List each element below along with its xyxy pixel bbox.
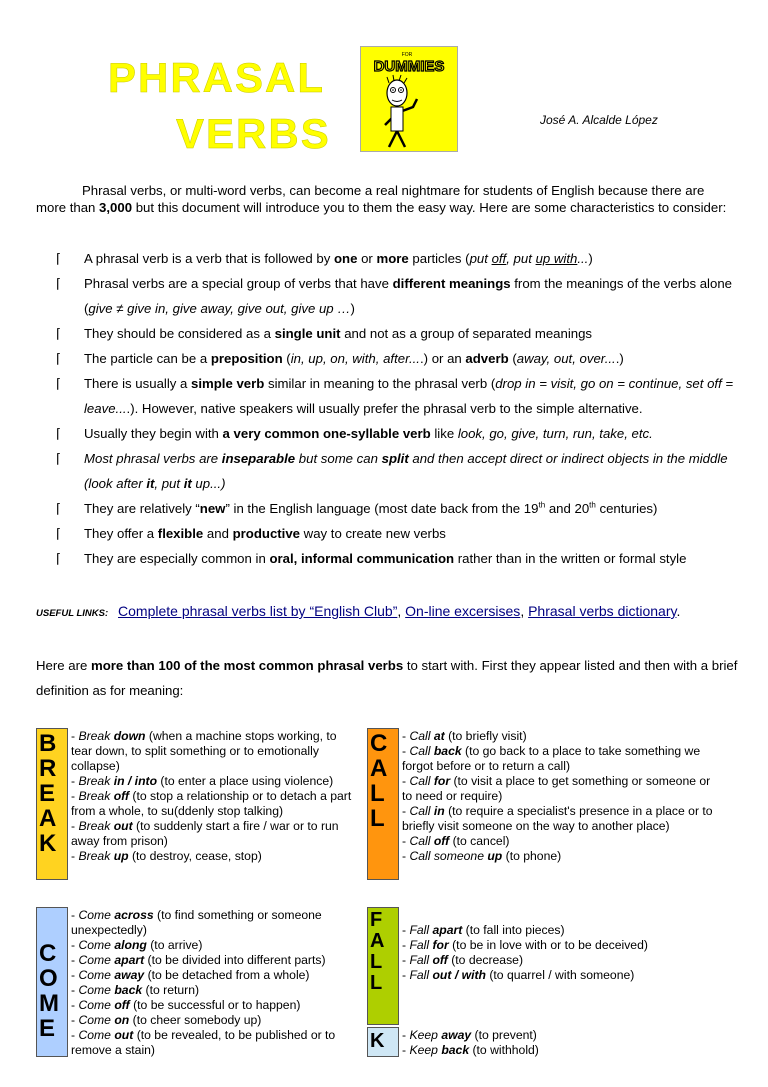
text-run: (to visit a place to get something or someone or [450, 774, 711, 788]
list-item [56, 346, 746, 371]
text-run: - [71, 1028, 79, 1042]
definition-line [71, 923, 381, 938]
text-run: .) or an [419, 351, 466, 366]
definition-line [71, 819, 381, 834]
text-run: off [433, 834, 450, 848]
verb-letter: O [39, 965, 58, 992]
text-run: (to decrease) [447, 953, 524, 967]
text-run: Come [78, 983, 115, 997]
text-run: remove a stain) [71, 1043, 155, 1057]
text-run: for [433, 774, 451, 788]
text-run: - [402, 1028, 410, 1042]
text-run: - [71, 983, 79, 997]
verb-letter: E [39, 1015, 56, 1042]
useful-links-label: USEFUL LINKS: [36, 608, 109, 619]
text-run: away, out, over... [516, 351, 616, 366]
definition-line [402, 834, 762, 849]
text-run: similar in meaning to the phrasal verb ( [264, 376, 496, 391]
text-run: , put [154, 476, 184, 491]
table-break [36, 728, 381, 880]
text-run: adverb [465, 351, 509, 366]
definition-line [71, 804, 381, 819]
table-keep [367, 1027, 762, 1058]
text-run: off [114, 998, 130, 1012]
text-run: Break [78, 774, 114, 788]
intro-paragraph [36, 182, 736, 216]
text-run: Keep [409, 1043, 442, 1057]
text-run: - [402, 849, 410, 863]
text-run: - [71, 968, 79, 982]
list-item [56, 496, 746, 521]
verb-letter: K [370, 1030, 385, 1052]
link-phrasal-dictionary[interactable]: Phrasal verbs dictionary [528, 603, 677, 619]
bullet-marker-icon: ⌈ [56, 326, 62, 341]
text-run: (to return) [142, 983, 200, 997]
text-run: but some can [295, 451, 382, 466]
text-run: drop in = visit, go on = continue, set off = leave... [84, 376, 734, 416]
definition-line [71, 834, 381, 849]
definition-line [402, 1043, 762, 1058]
bullet-marker-icon: ⌈ [56, 501, 62, 516]
text-run: (to cheer somebody up) [129, 1013, 262, 1027]
text-run: inseparable [221, 451, 296, 466]
letters-call [367, 728, 399, 880]
text-run: and not as a group of separated meanings [340, 326, 593, 341]
text-run: (to briefly visit) [444, 729, 527, 743]
verb-letter: C [370, 730, 388, 757]
definition-line [71, 1028, 381, 1043]
text-run: and 20 [545, 501, 590, 516]
text-run: more [376, 251, 409, 266]
text-run: to need or require) [402, 789, 503, 803]
text-run: give ≠ give in, give away, give out, give up … [88, 301, 351, 316]
text-run: , put [506, 251, 536, 266]
book-top-text: FOR [401, 52, 413, 58]
text-run: ... [577, 251, 589, 266]
definition-line [71, 729, 381, 744]
verb-letter: E [39, 780, 56, 807]
text-run: They should be considered as a [84, 326, 275, 341]
text-run: single unit [274, 326, 341, 341]
text-run: - [71, 774, 79, 788]
text-run: Come [78, 908, 115, 922]
letters-keep [367, 1027, 399, 1057]
definition-line [71, 789, 381, 804]
text-run: across [114, 908, 154, 922]
list-item [56, 246, 746, 271]
definition-line [71, 1043, 381, 1058]
definition-line [402, 789, 762, 804]
defs-fall [399, 907, 762, 1025]
text-run: The particle can be a [84, 351, 211, 366]
text-run: (to cancel) [449, 834, 510, 848]
text-run: - [71, 819, 79, 833]
text-run: put [469, 251, 492, 266]
text-run: away [441, 1028, 472, 1042]
link-english-club[interactable]: Complete phrasal verbs list by “English Club” [118, 603, 398, 619]
text-run: in [433, 804, 445, 818]
list-item [56, 321, 746, 346]
text-run: Call someone [409, 849, 488, 863]
useful-links [36, 603, 766, 619]
verb-letter: L [370, 972, 383, 994]
text-run: (to go back to a place to take something we [461, 744, 701, 758]
text-run: Fall [409, 938, 433, 952]
text-run: . [126, 401, 131, 416]
text-run: - [402, 938, 410, 952]
text-run: - [71, 998, 79, 1012]
text-run: Keep [409, 1028, 442, 1042]
text-run: Come [78, 968, 115, 982]
bullet-marker-icon: ⌈ [56, 426, 62, 441]
text-run: th [538, 500, 546, 510]
definition-line [71, 968, 381, 983]
text-run: (to enter a place using violence) [157, 774, 334, 788]
list-item [56, 446, 746, 496]
letters-break [36, 728, 68, 880]
text-run: flexible [157, 526, 204, 541]
text-run: ” in the English language (most date back from the 19 [225, 501, 539, 516]
link-end-period: . [676, 603, 681, 619]
definition-line [71, 953, 381, 968]
text-run: particles ( [408, 251, 470, 266]
text-run: - [71, 789, 79, 803]
text-run: - [402, 774, 410, 788]
text-run: split [381, 451, 409, 466]
definition-line [71, 998, 381, 1013]
text-run: briefly visit someone on the way to another place) [402, 819, 670, 833]
text-run: - [402, 834, 410, 848]
text-run: back [441, 1043, 470, 1057]
text-run: (to arrive) [146, 938, 203, 952]
text-run: Call [409, 744, 434, 758]
text-run: - [71, 908, 79, 922]
author-name: José A. Alcalde López [540, 113, 658, 127]
bullet-marker-icon: ⌈ [56, 376, 62, 391]
text-run: out [114, 1028, 134, 1042]
text-run: at [433, 729, 445, 743]
bullet-marker-icon: ⌈ [56, 451, 62, 466]
text-run: up with [535, 251, 578, 266]
verb-letter: A [39, 805, 57, 832]
definition-line [71, 744, 381, 759]
link-separator: , [397, 603, 402, 619]
text-run: (when a machine stops working, to [145, 729, 337, 743]
text-run: ( [508, 351, 517, 366]
text-run: (to destroy, cease, stop) [128, 849, 262, 863]
here-bold: more than 100 of the most common phrasal verbs [90, 658, 404, 673]
text-run: different meanings [392, 276, 511, 291]
text-run: A phrasal verb is a verb that is followed by [84, 251, 334, 266]
text-run: back [114, 983, 143, 997]
verb-letter: C [39, 940, 57, 967]
text-run: productive [232, 526, 301, 541]
definition-line [71, 1013, 381, 1028]
text-run: Come [78, 953, 115, 967]
text-run: ). However, native speakers will usually prefer the phrasal verb to the simple alternative. [130, 401, 643, 416]
list-item [56, 271, 746, 321]
verb-letter: L [370, 805, 385, 832]
text-run: down [113, 729, 146, 743]
text-run: Break [78, 819, 114, 833]
text-run: They offer a [84, 526, 158, 541]
defs-call [399, 728, 762, 880]
text-run: and [203, 526, 233, 541]
text-run: Most phrasal verbs are [84, 451, 222, 466]
intro-bold-count: 3,000 [99, 200, 133, 215]
link-online-exercises[interactable]: On-line excersises [405, 603, 521, 619]
verb-letter: R [39, 755, 57, 782]
text-run: (to phone) [502, 849, 562, 863]
text-run: Call [409, 774, 434, 788]
list-item [56, 546, 746, 571]
list-item [56, 421, 746, 446]
text-run: on [114, 1013, 130, 1027]
definition-line [402, 759, 762, 774]
letters-fall [367, 907, 399, 1025]
here-text-2: to start with. First they appear listed and then with a brief definition as for meaning: [36, 658, 738, 698]
text-run: Come [78, 938, 115, 952]
definition-line [71, 908, 381, 923]
verb-letter: M [39, 990, 59, 1017]
text-run: and then accept direct or indirect objects in the middle (look after [84, 451, 728, 491]
text-run: (to withhold) [469, 1043, 539, 1057]
text-run: ) [350, 301, 355, 316]
text-run: ( [282, 351, 291, 366]
text-run: - [71, 729, 79, 743]
text-run: (to be revealed, to be published or to [133, 1028, 336, 1042]
text-run: .) [615, 351, 624, 366]
title-line-2: VERBS [176, 110, 331, 157]
text-run: (to suddenly start a fire / war or to run [132, 819, 339, 833]
text-run: away [114, 968, 145, 982]
text-run: (to be successful or to happen) [129, 998, 301, 1012]
definition-line [402, 968, 762, 983]
text-run: - [402, 804, 410, 818]
text-run: Call [409, 804, 434, 818]
text-run: look, go, give, turn, run, take, etc. [457, 426, 653, 441]
text-run: - [402, 923, 410, 937]
text-run: Phrasal verbs are a special group of verbs that have [84, 276, 393, 291]
definition-line [402, 1028, 762, 1043]
text-run: forgot before or to return a call) [402, 759, 571, 773]
definition-line [71, 774, 381, 789]
text-run: or [357, 251, 377, 266]
title-line-1: PHRASAL [108, 54, 326, 101]
text-run: - [402, 729, 410, 743]
defs-come [68, 907, 381, 1058]
definition-line [402, 819, 762, 834]
text-run: simple verb [191, 376, 265, 391]
text-run: from a whole, to su(ddenly stop talking) [71, 804, 284, 818]
verb-letter: L [370, 780, 385, 807]
text-run: (to be in love with or to be deceived) [448, 938, 648, 952]
list-item [56, 521, 746, 546]
text-run: apart [432, 923, 463, 937]
text-run: Fall [409, 968, 433, 982]
text-run: out / with [432, 968, 486, 982]
text-run: off [432, 953, 448, 967]
intro-text-1: Phrasal verbs, or multi-word verbs, can become a real nightmare for students of English because there are more than [36, 183, 705, 215]
verb-letter: K [39, 830, 57, 857]
text-run: rather than in the written or formal style [454, 551, 687, 566]
text-run: Break [78, 849, 114, 863]
text-run: off [113, 789, 130, 803]
text-run: Call [409, 834, 434, 848]
bullet-marker-icon: ⌈ [56, 551, 62, 566]
header [0, 0, 768, 160]
definition-line [402, 953, 762, 968]
here-text-1: Here are [36, 658, 91, 673]
text-run: Call [409, 729, 434, 743]
text-run: Fall [409, 923, 433, 937]
text-run: (to quarrel / with someone) [485, 968, 635, 982]
text-run: for [432, 938, 449, 952]
verb-letter: A [370, 930, 385, 952]
text-run: (to be divided into different parts) [144, 953, 326, 967]
text-run: They are relatively “ [84, 501, 200, 516]
text-run: (to prevent) [471, 1028, 537, 1042]
text-run: new [199, 501, 226, 516]
text-run: it [183, 476, 192, 491]
definition-line [71, 849, 381, 864]
text-run: off [491, 251, 507, 266]
link-separator: , [520, 603, 525, 619]
text-run: apart [114, 953, 145, 967]
text-run: Come [78, 998, 115, 1012]
definition-line [71, 938, 381, 953]
bullet-marker-icon: ⌈ [56, 276, 62, 291]
text-run: tear down, to split something or to emotionally [71, 744, 319, 758]
definition-line [402, 804, 762, 819]
text-run: - [71, 938, 79, 952]
text-run: - [71, 849, 79, 863]
text-run: - [402, 744, 410, 758]
verb-letter: B [39, 730, 57, 757]
text-run: up [113, 849, 129, 863]
bullet-marker-icon: ⌈ [56, 526, 62, 541]
defs-keep [399, 1027, 762, 1058]
text-run: They are especially common in [84, 551, 270, 566]
characteristics-list [56, 246, 746, 571]
text-run: (to be detached from a whole) [144, 968, 310, 982]
text-run: (to fall into pieces) [462, 923, 565, 937]
text-run: away from prison) [71, 834, 168, 848]
text-run: collapse) [71, 759, 120, 773]
defs-break [68, 728, 381, 880]
text-run: Break [78, 729, 114, 743]
verb-letter: F [370, 909, 383, 931]
text-run: like [430, 426, 458, 441]
definition-line [402, 774, 762, 789]
definition-line [402, 923, 762, 938]
text-run: a very common one-syllable verb [222, 426, 431, 441]
bullet-marker-icon: ⌈ [56, 351, 62, 366]
text-run: in, up, on, with, after... [290, 351, 420, 366]
text-run: - [402, 968, 410, 982]
letters-come [36, 907, 68, 1057]
table-call [367, 728, 762, 880]
definition-line [402, 729, 762, 744]
text-run: Come [78, 1013, 115, 1027]
text-run: preposition [210, 351, 283, 366]
text-run: (to find something or someone [153, 908, 322, 922]
text-run: Fall [409, 953, 433, 967]
text-run: in / into [113, 774, 158, 788]
table-come [36, 907, 381, 1058]
bullet-marker-icon: ⌈ [56, 251, 62, 266]
dummies-cartoon-icon [361, 47, 457, 151]
list-item [56, 371, 746, 421]
definition-line [402, 849, 762, 864]
verb-letter: L [370, 951, 383, 973]
text-run: along [114, 938, 147, 952]
text-run: unexpectedly) [71, 923, 147, 937]
text-run: (to require a specialist's presence in a place or to [444, 804, 713, 818]
text-run: up...) [191, 476, 226, 491]
text-run: way to create new verbs [300, 526, 446, 541]
verb-letter: A [370, 755, 388, 782]
text-run: There is usually a [84, 376, 192, 391]
text-run: th [589, 500, 596, 510]
text-run: Usually they begin with [84, 426, 223, 441]
text-run: one [333, 251, 358, 266]
text-run: from the meanings of the verbs alone ( [84, 276, 732, 316]
text-run: - [402, 1043, 410, 1057]
text-run: up [487, 849, 503, 863]
text-run: ) [588, 251, 593, 266]
definition-line [402, 744, 762, 759]
text-run: it [146, 476, 155, 491]
definition-line [402, 938, 762, 953]
book-title-text: DUMMIES [373, 58, 445, 75]
text-run: back [433, 744, 462, 758]
dummies-book-cover-image [360, 46, 458, 152]
definition-line [71, 759, 381, 774]
text-run: - [71, 953, 79, 967]
intro-text-2: but this document will introduce you to them the easy way. Here are some characteristics to consider: [132, 200, 727, 215]
definition-line [71, 983, 381, 998]
text-run: Come [78, 1028, 115, 1042]
table-fall [367, 907, 762, 1025]
text-run: (to stop a relationship or to detach a part [129, 789, 352, 803]
text-run: - [402, 953, 410, 967]
text-run: Break [78, 789, 114, 803]
text-run: oral, informal communication [269, 551, 455, 566]
text-run: - [71, 1013, 79, 1027]
intro-list-paragraph [36, 653, 756, 703]
text-run: centuries) [595, 501, 658, 516]
text-run: out [113, 819, 133, 833]
